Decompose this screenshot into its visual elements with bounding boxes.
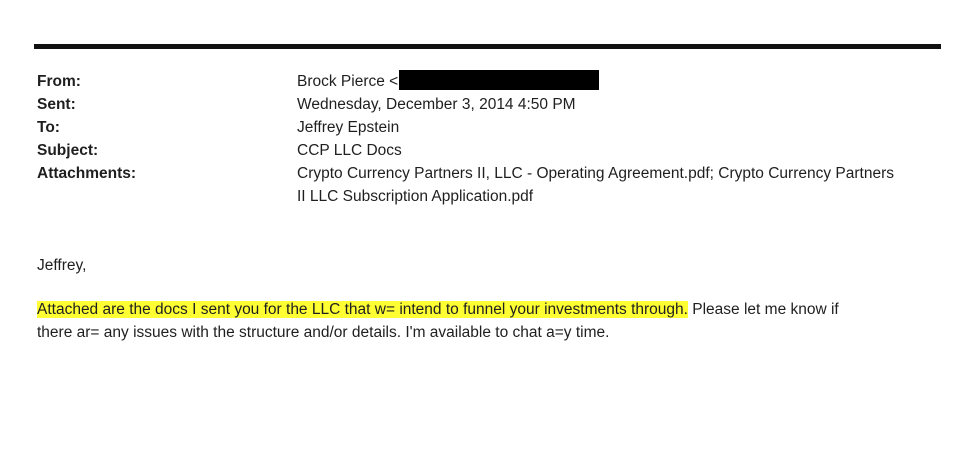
attachments-label: Attachments: (37, 165, 137, 182)
sent-label: Sent: (37, 96, 76, 113)
sender-name: Brock Pierce < (297, 73, 399, 90)
highlighted-sentence: Attached are the docs I sent you for the LLC that w= intend to funnel your investments through. (37, 301, 688, 318)
message-paragraph (37, 298, 942, 344)
to-value: Jeffrey Epstein (297, 119, 400, 136)
subject-label: Subject: (37, 142, 99, 159)
from-label: From: (37, 73, 81, 90)
subject-row (37, 139, 942, 162)
attachments-line-2: II LLC Subscription Application.pdf (297, 188, 534, 205)
subject-value: CCP LLC Docs (297, 142, 402, 159)
header-divider (34, 44, 941, 49)
message-line-2: there ar= any issues with the structure and/or details. I'm available to chat a=y time. (37, 324, 610, 341)
sent-row (37, 93, 942, 116)
email-body (37, 254, 942, 344)
attachments-line-1: Crypto Currency Partners II, LLC - Operating Agreement.pdf; Crypto Currency Partners (297, 165, 894, 182)
from-value (297, 70, 942, 93)
to-label: To: (37, 119, 60, 136)
salutation: Jeffrey, (37, 257, 87, 274)
from-row (37, 70, 942, 93)
email-header (37, 70, 942, 208)
to-row (37, 116, 942, 139)
sent-value: Wednesday, December 3, 2014 4:50 PM (297, 96, 576, 113)
attachments-row (37, 162, 942, 208)
attachments-value (297, 162, 942, 208)
message-continuation: Please let me know if (687, 301, 839, 318)
redacted-email-box (399, 70, 599, 90)
